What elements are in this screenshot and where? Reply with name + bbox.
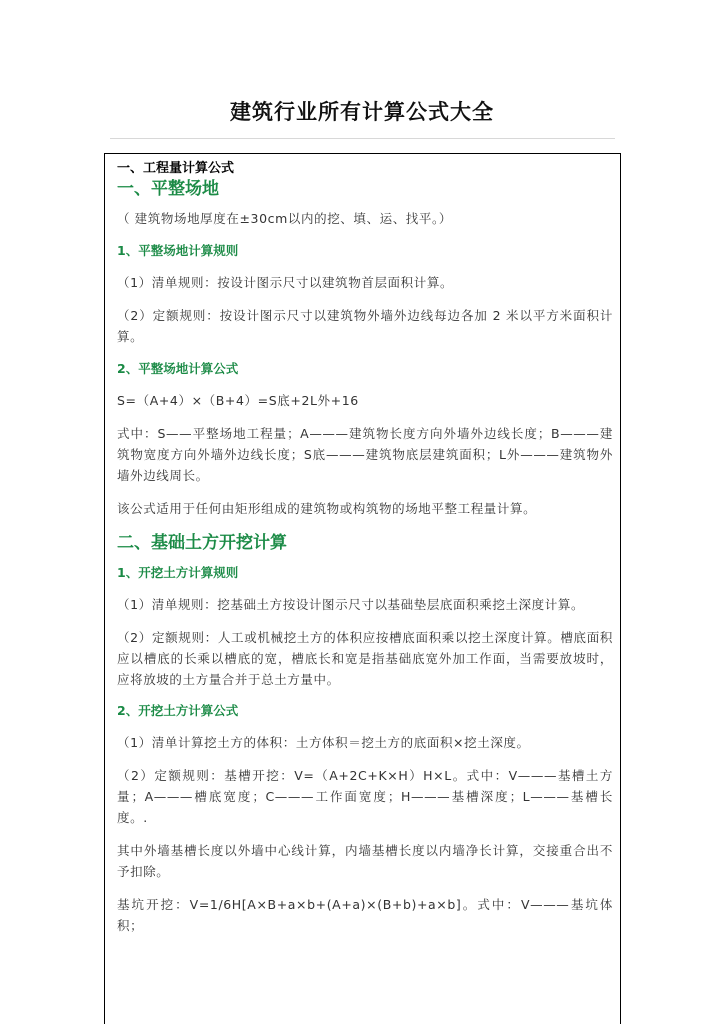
part1-formula-heading: 2、平整场地计算公式: [117, 361, 239, 376]
part1-heading: 一、平整场地: [117, 179, 219, 199]
part2-rule-1: （1）清单规则：挖基础土方按设计图示尺寸以基础垫层底面积乘挖土深度计算。: [117, 597, 585, 612]
part1-formula: S=（A+4）×（B+4）=S底+2L外+16: [117, 393, 359, 408]
part1-intro: （ 建筑物场地厚度在±30cm以内的挖、填、运、找平。）: [117, 211, 452, 226]
content-body: [117, 160, 613, 936]
part2-rule-2: （2）定额规则：人工或机械挖土方的体积应按槽底面积乘以挖土深度计算。槽底面积应以槽底的长乘以槽底的宽，槽底长和宽是指基础底宽外加工作面，当需要放坡时，应将放坡的土方量合并于总土方量中。: [117, 630, 613, 687]
part2-pit-formula: 基坑开挖：V=1/6H[A×B+a×b+(A+a)×(B+b)+a×b]。式中：V———基坑体积；: [117, 897, 613, 933]
part1-rule-2: （2）定额规则：按设计图示尺寸以建筑物外墙外边线每边各加 2 米以平方米面积计算。: [117, 308, 613, 344]
part1-explanation: 式中：S——平整场地工程量；A———建筑物长度方向外墙外边线长度；B———建筑物宽度方向外墙外边线长度；S底———建筑物底层建筑面积；L外———建筑物外墙外边线周长。: [117, 426, 613, 483]
part1-rules-heading: 1、平整场地计算规则: [117, 243, 239, 258]
content-frame: [104, 153, 621, 1024]
part1-rule-1: （1）清单规则：按设计图示尺寸以建筑物首层面积计算。: [117, 275, 454, 290]
part2-formula-2: （2）定额规则：基槽开挖：V=（A+2C+K×H）H×L。式中：V———基槽土方量；A———槽底宽度；C———工作面宽度；H———基槽深度；L———基槽长度。.: [117, 768, 613, 825]
title-divider: [110, 138, 615, 139]
part2-formula-heading: 2、开挖土方计算公式: [117, 703, 239, 718]
section-heading: 一、工程量计算公式: [117, 161, 235, 176]
part2-formula-1: （1）清单计算挖土方的体积：土方体积＝挖土方的底面积×挖土深度。: [117, 735, 530, 750]
part2-heading: 二、基础土方开挖计算: [117, 533, 287, 553]
part2-rules-heading: 1、开挖土方计算规则: [117, 565, 239, 580]
document-title: 建筑行业所有计算公式大全: [230, 100, 494, 124]
part2-note: 其中外墙基槽长度以外墙中心线计算，内墙基槽长度以内墙净长计算，交接重合出不予扣除。: [117, 843, 613, 879]
part1-applicability: 该公式适用于任何由矩形组成的建筑物或构筑物的场地平整工程量计算。: [117, 501, 537, 516]
